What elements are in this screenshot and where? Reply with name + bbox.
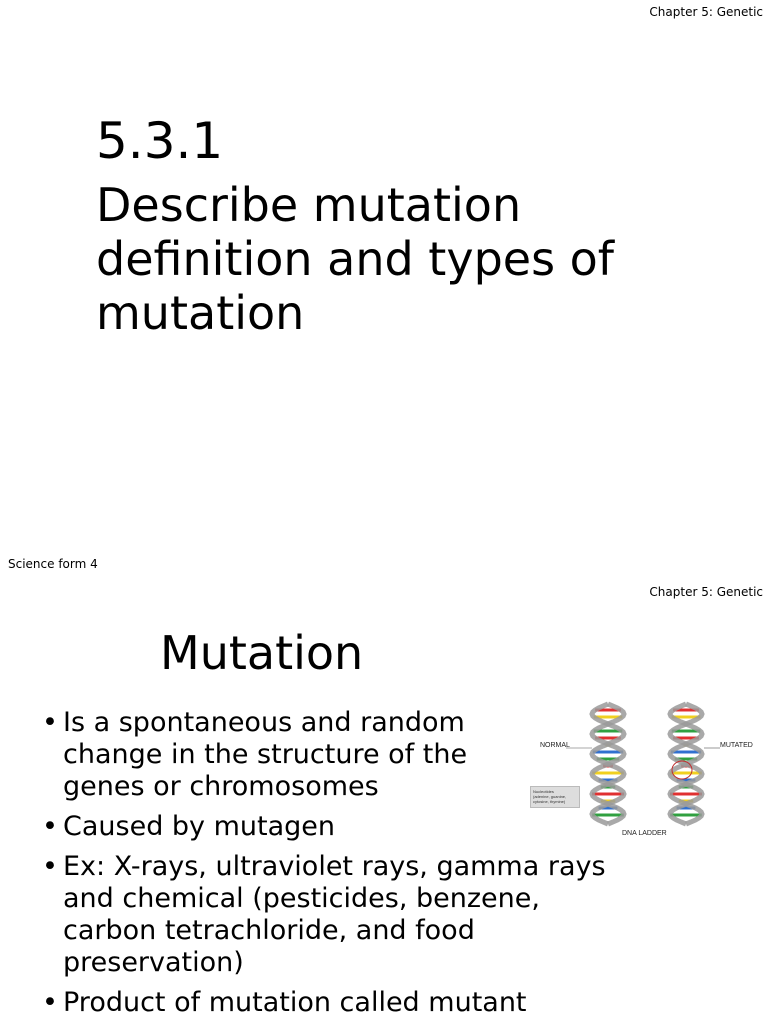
footer-text: Science form 4 bbox=[8, 557, 98, 571]
section-number: 5.3.1 bbox=[96, 112, 224, 170]
chapter-header: Chapter 5: Genetic bbox=[649, 585, 763, 599]
slide-title: Describe mutation definition and types of mutation bbox=[96, 178, 614, 340]
chapter-header: Chapter 5: Genetic bbox=[649, 5, 763, 19]
dna-backbone bbox=[592, 704, 624, 824]
legend-title: Nucleotides bbox=[533, 789, 554, 794]
mutated-label: MUTATED bbox=[720, 742, 753, 749]
dna-ladder-figure bbox=[528, 700, 760, 842]
bullet-text: Caused by mutagen bbox=[63, 811, 336, 842]
bullet-text: Is a spontaneous and random change in the structure of the genes or chromosomes bbox=[63, 707, 468, 802]
bullet-icon: • bbox=[42, 811, 58, 842]
list-item bbox=[42, 987, 632, 1019]
list-item bbox=[42, 851, 632, 979]
bullet-icon: • bbox=[42, 851, 58, 882]
nucleotide-legend bbox=[530, 786, 580, 808]
bullet-text: Ex: X-rays, ultraviolet rays, gamma rays and chemical (pesticides, benzene, carbon tetrachloride, and food preservation) bbox=[63, 851, 606, 978]
bullet-icon: • bbox=[42, 707, 58, 738]
bullet-icon: • bbox=[42, 987, 58, 1018]
legend-items: (adenine, guanine, cytosine, thymine) bbox=[533, 794, 567, 804]
dna-helix-illustration bbox=[528, 700, 760, 842]
bullet-text: Product of mutation called mutant bbox=[63, 987, 527, 1018]
dna-ladder-label: DNA LADDER bbox=[622, 830, 667, 837]
normal-label: NORMAL bbox=[540, 742, 570, 749]
mutation-slide bbox=[0, 580, 768, 1024]
slide-title: Mutation bbox=[160, 626, 364, 680]
